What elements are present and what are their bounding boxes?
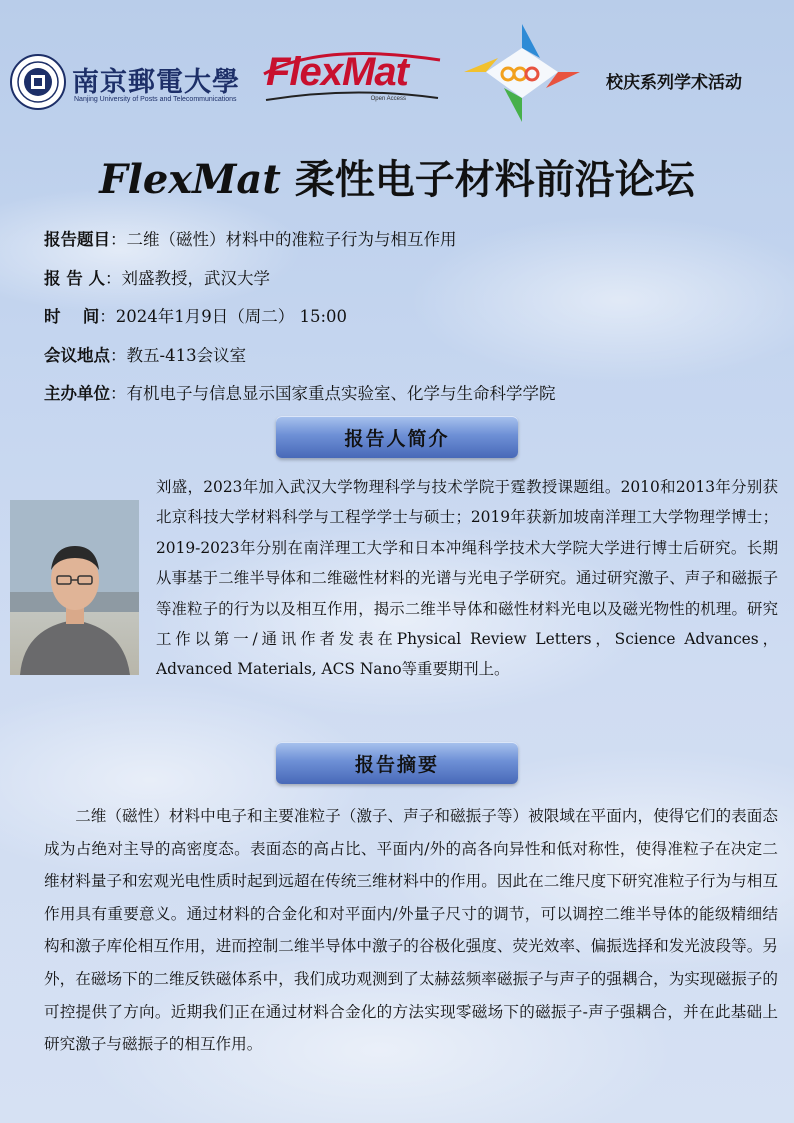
forum-title-cn: 柔性电子材料前沿论坛: [294, 157, 695, 203]
event-tag: 校庆系列学术活动: [606, 73, 742, 93]
info-value: ：教五-413会议室: [110, 345, 247, 365]
info-label: 报告题目: [44, 230, 110, 249]
info-row-speaker: [44, 265, 764, 304]
flexmat-logo-sub: Open Access: [370, 96, 406, 102]
info-label: 报 告 人: [44, 268, 105, 288]
person-icon: [10, 500, 139, 675]
flexmat-logo: [262, 46, 442, 104]
flexmat-logo-text: FlexMat: [266, 50, 408, 94]
info-value: ：2024年1月9日（周二） 15:00: [99, 307, 348, 326]
speaker-photo: [10, 500, 139, 675]
info-label: 主办单位: [44, 384, 110, 403]
info-label: 时 间: [44, 307, 100, 326]
section-bar-abstract: 报告摘要: [276, 742, 518, 784]
forum-title: [0, 148, 794, 205]
info-value: ：有机电子与信息显示国家重点实验室、化学与生命科学学院: [110, 384, 556, 403]
university-seal-icon: [10, 54, 66, 110]
info-label: 会议地点: [44, 345, 110, 365]
info-value: ：刘盛教授，武汉大学: [105, 268, 270, 288]
anniversary-logo-icon: [462, 22, 582, 124]
forum-title-en: FlexMat: [99, 156, 281, 203]
info-row-time: [44, 303, 764, 342]
info-row-title: [44, 226, 764, 265]
university-name: 南京郵電大學: [72, 67, 240, 98]
speaker-bio: 刘盛，2023年加入武汉大学物理科学与技术学院于霆教授课题组。2010和2013年分别获北京科技大学材料科学与工程学学士与硕士；2019年获新加坡南洋理工大学物理学博士；2019-2023年分别在南洋理工大学和日本冲绳科学技术大学院大学进行博士后研究。长期从事基于二维半导体和二维磁性材料的光谱与光电子学研究。通过研究激子、声子和磁振子等准粒子的行为以及相互作用，揭示二维半导体和磁性材料光电以及磁光物性的机理。研究工作以第一/通讯作者发表在Physical Review Letters，Science Advances，Advanced Materials, ACS Nano等重要期刊上。: [156, 478, 778, 679]
section-bar-bio: 报告人简介: [276, 416, 518, 458]
info-row-venue: [44, 342, 764, 381]
talk-info: [44, 226, 764, 419]
info-row-host: [44, 380, 764, 419]
university-name-en: Nanjing University of Posts and Telecommunications: [74, 96, 237, 103]
header: [0, 0, 794, 140]
talk-abstract: 二维（磁性）材料中电子和主要准粒子（激子、声子和磁振子等）被限域在平面内，使得它们的表面态成为占绝对主导的高密度态。表面态的高占比、平面内/外的高各向异性和低对称性，使得准粒子在决定二维材料量子和宏观光电性质时起到远超在传统三维材料中的作用。因此在二维尺度下研究准粒子行为与相互作用具有重要意义。通过材料的合金化和对平面内/外量子尺寸的调节，可以调控二维半导体的能级精细结构和激子库伦相互作用，进而控制二维半导体中激子的谷极化强度、荧光效率、偏振选择和发光波段等。另外，在磁场下的二维反铁磁体系中，我们成功观测到了太赫兹频率磁振子与声子的强耦合，为实现磁振子的可控提供了方向。近期我们正在通过材料合金化的方法实现零磁场下的磁振子-声子强耦合，并在此基础上研究激子与磁振子的相互作用。: [44, 807, 778, 1054]
info-value: ：二维（磁性）材料中的准粒子行为与相互作用: [110, 230, 457, 249]
